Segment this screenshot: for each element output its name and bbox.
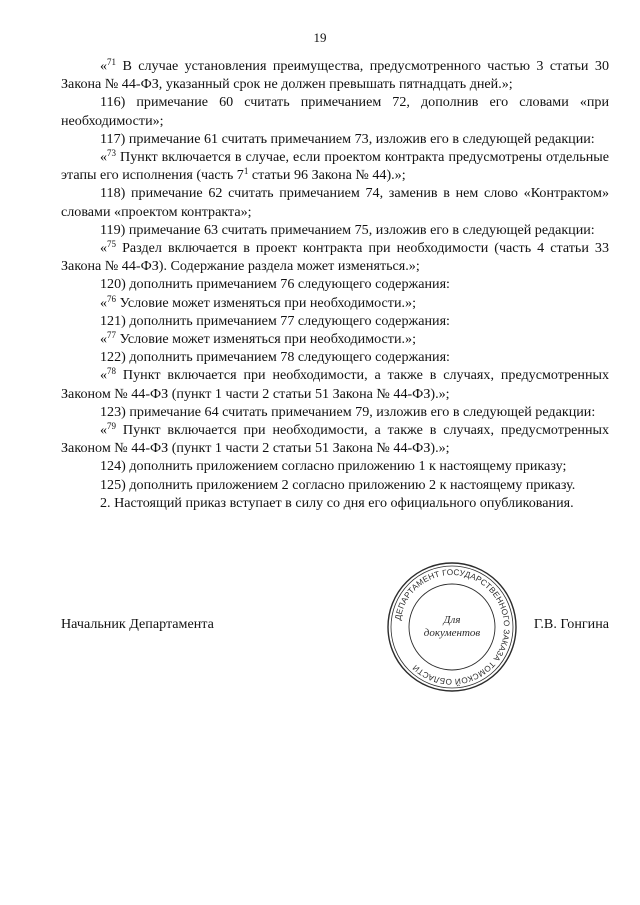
paragraph: «$^{76}$ Условие может изменяться при необходимости.»; [100,293,416,311]
paragraph: «$^{78}$ Пункт включается при необходимости, а также в случаях, предусмотренных Законом № 44-ФЗ (пункт 1 части 2 статьи 51 Закона № 44-ФЗ).»; [61,366,609,402]
paragraph: «$^{75}$ Раздел включается в проект контракта при необходимости (часть 4 статьи 33 Закона № 44-ФЗ). Содержание раздела может изменяться.»; [61,239,609,275]
paragraph: 124) дополнить приложением согласно приложению 1 к настоящему приказу; [100,458,567,475]
paragraph: 119) примечание 63 считать примечанием 75, изложив его в следующей редакции: [100,221,595,238]
paragraph: «$^{73}$ Пункт включается в случае, если проектом контракта предусмотрены отдельные этапы его исполнения (часть $7^1$ статьи 96 Закона № 44).»; [61,148,609,184]
paragraph: 122) дополнить примечанием 78 следующего содержания: [100,349,450,366]
page-number: 19 [313,30,327,45]
paragraph: «$^{79}$ Пункт включается при необходимости, а также в случаях, предусмотренных Законом № 44-ФЗ (пункт 1 части 2 статьи 51 Закона № 44-ФЗ).»; [61,421,609,457]
signer-title: Начальник Департамента [61,616,214,632]
stamp-center-line1: Для [443,614,461,626]
paragraph: «$^{71}$ В случае установления преимущества, предусмотренного частью 3 статьи 30 Закона № 44-ФЗ, указанный срок не должен превышать пятнадцать дней.»; [61,57,609,93]
paragraph: 117) примечание 61 считать примечанием 73, изложив его в следующей редакции: [100,130,595,147]
stamp-ring-text: ДЕПАРТАМЕНТ ГОСУДАРСТВЕННОГО ЗАКАЗА ТОМСКОЙ ОБЛАСТИ [393,567,512,687]
paragraph: 116) примечание 60 считать примечанием 72, дополнив его словами «при необходимости»; [61,94,609,129]
paragraph: 121) дополнить примечанием 77 следующего содержания: [100,312,450,329]
paragraph: 123) примечание 64 считать примечанием 79, изложив его в следующей редакции: [100,403,596,420]
paragraph: 118) примечание 62 считать примечанием 74, заменив в нем слово «Контрактом» словами «проектом контракта»; [61,185,609,220]
signer-name: Г.В. Гонгина [533,616,609,632]
paragraph: 120) дополнить примечанием 76 следующего содержания: [100,276,450,293]
stamp-center-line2: документов [423,627,481,639]
order-text [61,57,609,512]
paragraph: 125) дополнить приложением 2 согласно приложению 2 к настоящему приказу. [100,476,576,493]
paragraph: «$^{77}$ Условие может изменяться при необходимости.»; [100,330,416,348]
official-stamp [384,559,520,695]
paragraph: 2. Настоящий приказ вступает в силу со дня его официального опубликования. [100,494,574,511]
